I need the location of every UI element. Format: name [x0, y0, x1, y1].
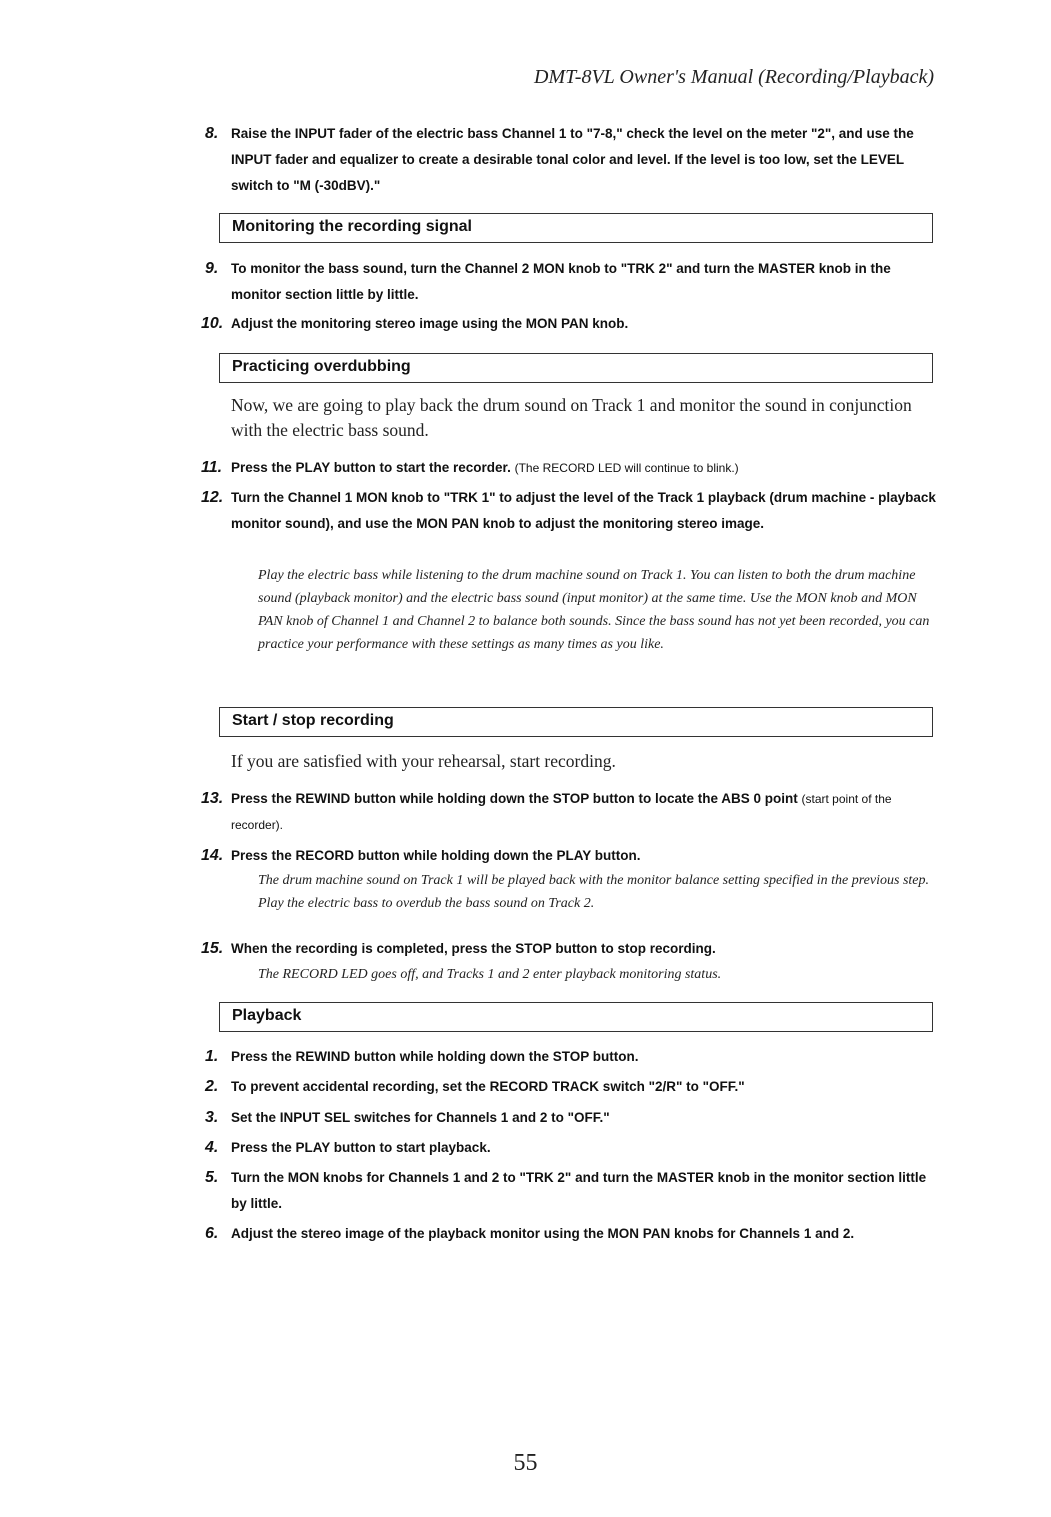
section-heading-start-stop [219, 707, 933, 737]
step-text: Turn the MON knobs for Channels 1 and 2 to "TRK 2" and turn the MASTER knob in the monitor section little by little. [231, 1170, 927, 1211]
step-text: Adjust the stereo image of the playback monitor using the MON PAN knobs for Channels 1 and 2. [231, 1226, 855, 1241]
step-number: 6. [205, 1225, 219, 1242]
step-12 [201, 485, 936, 537]
step-text: Raise the INPUT fader of the electric bass Channel 1 to "7-8," check the level on the meter "2", and use the INPUT fader and equalizer to create a desirable tonal color and level. If the level is too low, set the LEVEL switch to "M (-30dBV)." [231, 126, 914, 193]
step-14 [201, 843, 936, 869]
step-number: 3. [205, 1109, 219, 1126]
step-10 [201, 311, 936, 337]
step-number: 12. [201, 489, 224, 506]
step-number: 4. [205, 1139, 219, 1156]
step-aside: (start point of the recorder). [231, 792, 892, 832]
step-11 [201, 455, 936, 481]
step-9 [205, 256, 936, 308]
step-text: Set the INPUT SEL switches for Channels 1 and 2 to "OFF." [231, 1110, 610, 1125]
playback-step-6 [205, 1221, 936, 1247]
playback-step-4 [205, 1135, 936, 1161]
step-12-note: Play the electric bass while listening to the drum machine sound on Track 1. You can listen to both the drum machine sound (playback monitor) and the electric bass sound (input monitor) at the same time. Use the MON knob and MON PAN knob of Channel 1 and Channel 2 to balance both sounds. Since the bass sound has not yet been recorded, you can practice your performance with these settings as many times as you like. [258, 568, 930, 652]
step-8 [205, 121, 936, 199]
step-number: 15. [201, 940, 224, 957]
running-header: DMT-8VL Owner's Manual (Recording/Playback) [534, 66, 934, 88]
section-heading-monitoring [219, 213, 933, 243]
playback-step-1 [205, 1044, 936, 1070]
section-title: Monitoring the recording signal [232, 218, 472, 235]
practicing-intro-paragraph: Now, we are going to play back the drum sound on Track 1 and monitor the sound in conjunction with the electric bass sound. [231, 395, 912, 440]
step-text: To prevent accidental recording, set the RECORD TRACK switch "2/R" to "OFF." [231, 1079, 745, 1094]
step-text: Press the PLAY button to start the recorder. [231, 460, 511, 475]
step-text: When the recording is completed, press the STOP button to stop recording. [231, 941, 716, 956]
step-number: 13. [201, 790, 224, 807]
section-heading-playback [219, 1002, 933, 1032]
playback-step-5 [205, 1165, 936, 1217]
step-14-note: The drum machine sound on Track 1 will be played back with the monitor balance setting specified in the previous step. Play the electric bass to overdub the bass sound on Track 2. [258, 873, 929, 911]
step-15-note: The RECORD LED goes off, and Tracks 1 and 2 enter playback monitoring status. [258, 967, 722, 982]
section-heading-practicing [219, 353, 933, 383]
step-text: Press the PLAY button to start playback. [231, 1140, 491, 1155]
step-text: To monitor the bass sound, turn the Channel 2 MON knob to "TRK 2" and turn the MASTER knob in the monitor section little by little. [231, 261, 891, 302]
step-text: Press the REWIND button while holding down the STOP button to locate the ABS 0 point [231, 791, 798, 806]
step-aside: (The RECORD LED will continue to blink.) [514, 461, 739, 475]
step-number: 1. [205, 1048, 219, 1065]
step-number: 9. [205, 260, 219, 277]
section-title: Playback [232, 1007, 302, 1024]
step-number: 5. [205, 1169, 219, 1186]
step-13 [201, 786, 936, 838]
step-text: Press the RECORD button while holding down the PLAY button. [231, 848, 641, 863]
section-title: Practicing overdubbing [232, 358, 411, 375]
section-title: Start / stop recording [232, 712, 394, 729]
step-text: Press the REWIND button while holding down the STOP button. [231, 1049, 639, 1064]
playback-step-2 [205, 1074, 936, 1100]
step-number: 8. [205, 125, 219, 142]
step-number: 11. [201, 459, 223, 476]
step-number: 10. [201, 315, 224, 332]
step-number: 14. [201, 847, 224, 864]
step-text: Turn the Channel 1 MON knob to "TRK 1" to adjust the level of the Track 1 playback (drum machine - playback monitor sound), and use the MON PAN knob to adjust the monitoring stereo image. [231, 490, 936, 531]
step-number: 2. [205, 1078, 219, 1095]
step-text: Adjust the monitoring stereo image using the MON PAN knob. [231, 316, 629, 331]
playback-step-3 [205, 1105, 936, 1131]
page-number: 55 [513, 1450, 538, 1476]
start-stop-intro-paragraph: If you are satisfied with your rehearsal, start recording. [231, 751, 616, 771]
step-15 [201, 936, 936, 962]
